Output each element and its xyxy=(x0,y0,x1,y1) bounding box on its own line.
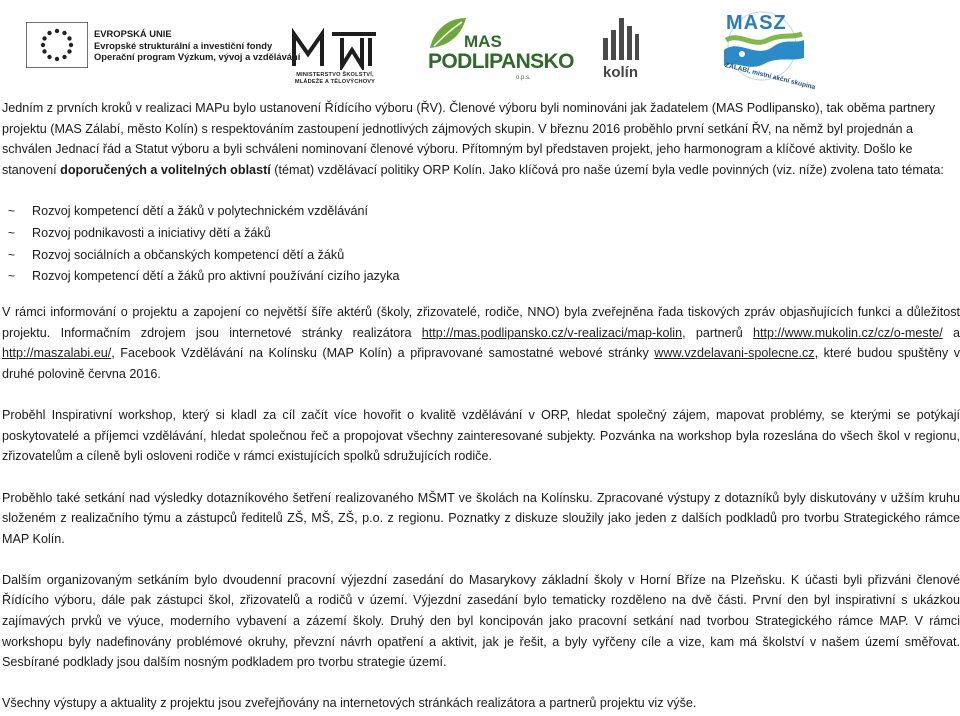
link-mas-podlipansko[interactable]: http://mas.podlipansko.cz/v-realizaci/map-kolin xyxy=(421,325,683,340)
mas-podlipansko-legal: o.p.s. xyxy=(516,75,531,81)
tilde-bullet-icon: ~ xyxy=(8,225,16,240)
topic-text: Rozvoj kompetencí dětí a žáků v polytechnickém vzdělávání xyxy=(32,203,369,218)
tilde-bullet-icon: ~ xyxy=(8,247,16,262)
masz-logo-subtitle: ZÁLABÍ, místní akční skupina xyxy=(724,62,816,92)
list-item xyxy=(2,223,960,245)
paragraph-offsite-meeting: Dalším organizovaným setkáním bylo dvoudenní pracovní výjezdní zasedání do Masarykovy základní školy v Horní Bříze na Plzeňsku. K účasti byli přizváni členové Řídícího výboru, dále pak zástupci škol, zřizovatelů a rodičů v území. Výjezdní zasedání bylo tematicky rozděleno na dvě části. První den byl inspirativní s ukázkou zajímavých prvků ve výuce, moderního vybavení a zázemí školy. Druhý den byl koncipován jako pracovní setkání nad tvorbou Strategického rámce MAP. V rámci workshopu byly nadefinovány problémové okruhy, převzní návrh opatření a aktivit, jak je řešit, a byly vyřčeny cíle a vize, kam má školství v našem území směřovat. Sesbírané podklady jsou dalším nosným podkladem pro tvorbu strategie území. xyxy=(2,572,960,670)
link-mukolin[interactable]: http://www.mukolin.cz/cz/o-meste/ xyxy=(753,325,943,340)
msmt-logo xyxy=(276,28,394,90)
topics-list xyxy=(2,201,960,288)
topic-text: Rozvoj sociálních a občanských kompetencí dětí a žáků xyxy=(32,247,345,262)
logo-header xyxy=(0,0,960,92)
list-item xyxy=(2,201,960,223)
list-item xyxy=(2,266,960,288)
list-item xyxy=(2,245,960,267)
paragraph-1-text: Jedním z prvních kroků v realizaci MAPu bylo ustanovení Řídícího výboru (ŘV). Členové výboru byli nominováni jak žadatelem (MAS Podlipansko), tak oběma partnery projektu (MAS Zálabí, město Kolín) s respektováním zastoupení jednotlivých zájmových skupin. V březnu 2016 proběhlo první setkání ŘV, na němž byl projednán a schválen Jednací řád a Statut výboru a byli schváleni nominovaní členové výboru. Přítomným byl představen projekt, jeho harmonogram a klíčové aktivity. Došlo ke stanovení xyxy=(2,101,936,177)
paragraph-survey: Proběhlo také setkání nad výsledky dotazníkového šetření realizovaného MŠMT ve školách na Kolínsku. Zpracované výstupy z dotazníků byly diskutovány v užším kruhu složeném z realizačního týmu a zástupců ředitelů ZŠ, MŠ, ZŠ, p.o. z regionu. Poznatky z diskuze sloužily jako jeden z dalších podkladů pro tvorbu Strategického rámce MAP Kolín. xyxy=(2,490,960,546)
msmt-logo-line1: MINISTERSTVO ŠKOLSTVÍ, xyxy=(296,72,374,78)
kolin-logo xyxy=(600,14,642,81)
msmt-logo-subtitle xyxy=(276,72,394,85)
spacer xyxy=(2,385,960,406)
paragraph-1-bold: doporučených a volitelných oblastí xyxy=(60,162,271,177)
spacer xyxy=(2,180,960,201)
paragraph-2-mid3: , Facebook Vzdělávání na Kolínsku (MAP Kolín) a připravované samostatné webové stránky xyxy=(111,346,655,361)
spacer xyxy=(2,288,960,302)
leaf-icon xyxy=(428,16,468,50)
mas-podlipansko-mas: MAS xyxy=(464,32,502,51)
spacer xyxy=(2,467,960,488)
msmt-emblem-icon xyxy=(290,28,380,70)
mas-podlipansko-logo xyxy=(420,16,574,86)
link-maszalabi[interactable]: http://maszalabi.eu/ xyxy=(2,346,112,361)
spacer xyxy=(2,673,960,694)
kolin-logo-name: kolín xyxy=(603,64,639,81)
tilde-bullet-icon: ~ xyxy=(8,203,16,218)
msmt-logo-line2: MLÁDEŽE A TĚLOVÝCHOVY xyxy=(294,78,376,85)
eu-logo-text xyxy=(94,28,300,63)
masz-logo-label: MASZ xyxy=(726,12,787,34)
paragraph-workshop: Proběhl Inspirativní workshop, který si kladl za cíl začít více hovořit o kvalitě vzdělávání v ORP, hledat společný zájem, mapovat problémy, se kterými se potýkají poskytovatelé a příjemci vzdělávání, hledat společnou řeč a propojovat všechny zainteresované subjekty. Pozvánka na workshop byla rozeslána do všech škol v regionu, zřizovatelům a cíleně byli osloveni rodiče v rámci existujících spolků sdružujících rodiče. xyxy=(2,408,960,464)
eu-logo xyxy=(26,22,301,74)
eu-logo-line2: Evropské strukturální a investiční fondy xyxy=(94,39,273,51)
masz-zalabi-logo xyxy=(716,10,816,92)
eu-flag-icon xyxy=(26,22,88,68)
document-body xyxy=(2,98,960,714)
eu-logo-line3: Operační program Výzkum, vývoj a vzdělávání xyxy=(94,51,301,62)
paragraph-2-mid1: , partnerů xyxy=(682,325,754,340)
paragraph-information xyxy=(2,302,960,384)
paragraph-2-end: , které budou spuštěny v druhé polovině června 2016. xyxy=(2,346,960,381)
topic-text: Rozvoj podnikavosti a iniciativy dětí a žáků xyxy=(32,225,271,240)
paragraph-steering-committee xyxy=(2,98,960,180)
paragraph-2-start: V rámci informování o projektu a zapojení co největší šíře aktérů (školy, zřizovatelé, rodiče, NNO) byla zveřejněna řada tiskových zpráv objasňujících funkci a důležitost projektu. Informačním zdrojem jsou internetové stránky realizátora xyxy=(2,305,960,340)
topic-text: Rozvoj kompetencí dětí a žáků pro aktivní používání cizího jazyka xyxy=(32,269,400,284)
link-vzdelavani-spolecne[interactable]: www.vzdelavani-spolecne.cz xyxy=(654,346,815,361)
eu-logo-line1: EVROPSKÁ UNIE xyxy=(94,28,172,39)
spacer xyxy=(2,549,960,570)
paragraph-outputs: Všechny výstupy a aktuality z projektu jsou zveřejňovány na internetových stránkách realizátora a partnerů projektu viz výše. xyxy=(2,696,697,711)
mas-podlipansko-name: PODLIPANSKO xyxy=(428,50,574,73)
paragraph-2-mid2: a xyxy=(942,325,960,340)
paragraph-1-end: (témat) vzdělávací politiky ORP Kolín. Jako klíčová pro naše území byla vedle povinných (viz. níže) zvolena tato témata: xyxy=(270,162,944,177)
kolin-bars-icon xyxy=(600,14,640,62)
tilde-bullet-icon: ~ xyxy=(8,269,16,284)
